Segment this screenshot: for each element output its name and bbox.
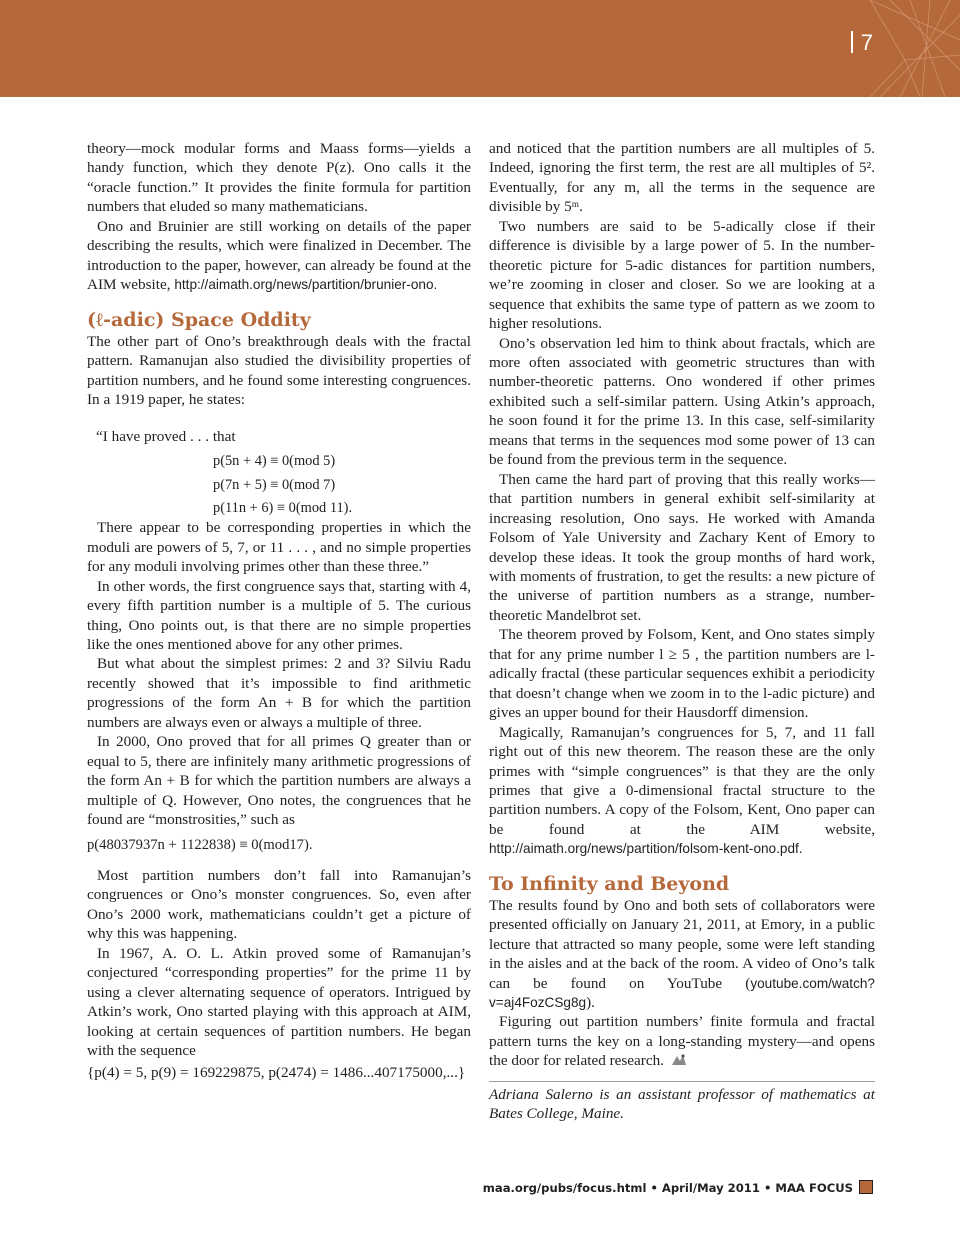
paragraph: Ono’s observation led him to think about fractals, which are more often associated with geometric structures than with number-theoretic patterns. Ono wondered if other primes exhibited such a self-similar pattern. Using Atkin’s approach, he soon found it for the prime 13. In this case, self-similarity means that terms in the sequences mod some power of 13 can be found from the previous term in the sequence. — [489, 334, 875, 469]
section-heading: To Infinity and Beyond — [489, 872, 730, 895]
paragraph: Ono and Bruinier are still working on details of the paper describing the results, which were finalized in December. The introduction to the paper, however, can already be found at the AIM website, http://aimath.org/news/partition/brunier-ono. — [87, 217, 471, 294]
end-mark-icon — [670, 1053, 688, 1067]
aim-link[interactable]: http://aimath.org/news/partition/brunier-ono. — [174, 277, 438, 293]
footer-text: maa.org/pubs/focus.html • April/May 2011 • MAA FOCUS — [482, 1181, 853, 1195]
paragraph: theory—mock modular forms and Maass forms—yields a handy function, which they denote P(z). Ono calls it the “oracle function.” It provides the finite formula for partition numbers that eluded so many mathematicians. — [87, 140, 471, 216]
right-column — [489, 139, 875, 1124]
paragraph: The results found by Ono and both sets of collaborators were presented officially on January 21, 2011, at Emory, in a public lecture that attracted so many people, some were left standing in the aisles and at the back of the room. A video of Ono’s talk can be found on YouTube (youtube.com/watch?v=aj4FozCSg8g). — [489, 896, 875, 1012]
paragraph: The other part of Ono’s breakthrough deals with the fractal pattern. Ramanujan also studied the divisibility properties of partition numbers, and he found some interesting congruences. In a 1919 paper, he states: — [87, 332, 471, 408]
author-bio: Adriana Salerno is an assistant professor of mathematics at Bates College, Maine. — [489, 1085, 875, 1123]
paragraph: In other words, the first congruence says that, starting with 4, every fifth partition number is a multiple of 5. The curious thing, Ono points out, is that there are no simple properties like the ones mentioned above for any other primes. — [87, 577, 471, 653]
monster-congruence: p(48037937n + 1122838) ≡ 0(mod17). — [87, 836, 313, 853]
paragraph: The theorem proved by Folsom, Kent, and Ono states simply that for any prime number l ≥ 5 , the partition numbers are l-adically fractal (these particular sequences exhibit a periodicity that doesn’t change when we zoom in to the l-adic picture) and gives an upper bound for their Hausdorff dimension. — [489, 626, 875, 722]
left-column — [87, 139, 471, 1083]
section-heading: (ℓ-adic) Space Oddity — [87, 308, 311, 331]
page-number: 7 — [851, 30, 874, 56]
paragraph: In 1967, A. O. L. Atkin proved some of Ramanujan’s conjectured “corresponding properties” for the prime 11 by using a clever alternating sequence of operators. Intrigued by Atkin’s work, Ono started playing with this approach at AIM, looking at certain sequences of partition numbers. He began with the sequence — [87, 944, 471, 1060]
folsom-kent-ono-link[interactable]: http://aimath.org/news/partition/folsom-kent-ono.pdf. — [489, 841, 803, 857]
equation: p(7n + 5) ≡ 0(mod 7) — [213, 477, 336, 494]
quote-close: There appear to be corresponding properties in which the moduli are powers of 5, 7, or 11 . . . , and no simple properties for any moduli involving primes other than these three.” — [87, 519, 471, 576]
square-icon — [859, 1180, 873, 1194]
paragraph: and noticed that the partition numbers are all multiples of 5. Indeed, ignoring the first term, the rest are all multiples of 5². Eventually, for any m, all the terms in the sequence are divisible by 5ᵐ. — [489, 140, 875, 216]
youtube-link[interactable]: youtube.com/watch?v=aj4FozCSg8g — [489, 975, 875, 1011]
paragraph: Two numbers are said to be 5-adically close if their difference is divisible by a large power of 5. In the number-theoretic picture for 5-adic distances for partition numbers, we’re zooming in closer and closer. So we are looking at a sequence that exhibits the same type of pattern as we zoom to higher resolutions. — [489, 217, 875, 333]
paragraph: Most partition numbers don’t fall into Ramanujan’s congruences or Ono’s monster congruences. So, even after Ono’s 2000 work, mathematicians couldn’t get a picture of why this was happening. — [87, 866, 471, 943]
header-band — [0, 0, 960, 97]
sequence: {p(4) = 5, p(9) = 169229875, p(2474) = 1486...407175000,...} — [87, 1064, 466, 1082]
paragraph: Figuring out partition numbers’ finite formula and fractal pattern turns the key on a long-standing mystery—and opens the door for related research. — [489, 1013, 875, 1070]
paragraph: Magically, Ramanujan’s congruences for 5, 7, and 11 fall right out of this new theorem. The reason these are the only primes with “simple congruences” is that they are the only primes that give a 0-dimensional fractal structure to the partition numbers. A copy of the Folsom, Kent, Ono paper can be found at the AIM website, http://aimath.org/news/partition/folsom-kent-ono.pdf. — [489, 723, 875, 857]
paragraph: But what about the simplest primes: 2 and 3? Silviu Radu recently showed that it’s impossible to find arithmetic progressions of the form An + B for which the partition numbers are always even or always a multiple of three. — [87, 655, 471, 731]
quote-open: “I have proved . . . that — [96, 428, 236, 446]
geometric-decoration-icon — [810, 0, 960, 97]
quote — [87, 427, 471, 576]
paragraph: In 2000, Ono proved that for all primes Q greater than or equal to 5, there are infinitely many arithmetic progressions of the form An + B for which the partition numbers are always a multiple of Q. However, Ono notes, the congruences that he found are “monstrosities,” such as — [87, 733, 471, 829]
equation: p(5n + 4) ≡ 0(mod 5) — [213, 452, 336, 469]
equation: p(11n + 6) ≡ 0(mod 11). — [213, 499, 353, 516]
footer — [0, 1180, 873, 1195]
divider — [489, 1081, 875, 1082]
paragraph: Then came the hard part of proving that this really works—that partition numbers in general exhibit self-similarity at increasing resolution, Ono says. He worked with Amanda Folsom of Yale University and Zachary Kent of Emory to develop these ideas. It took the group months of hard work, with moments of frustration, to get the results: a new picture of the universe of partition numbers as a strange, number-theoretic Mandelbrot set. — [489, 470, 875, 624]
